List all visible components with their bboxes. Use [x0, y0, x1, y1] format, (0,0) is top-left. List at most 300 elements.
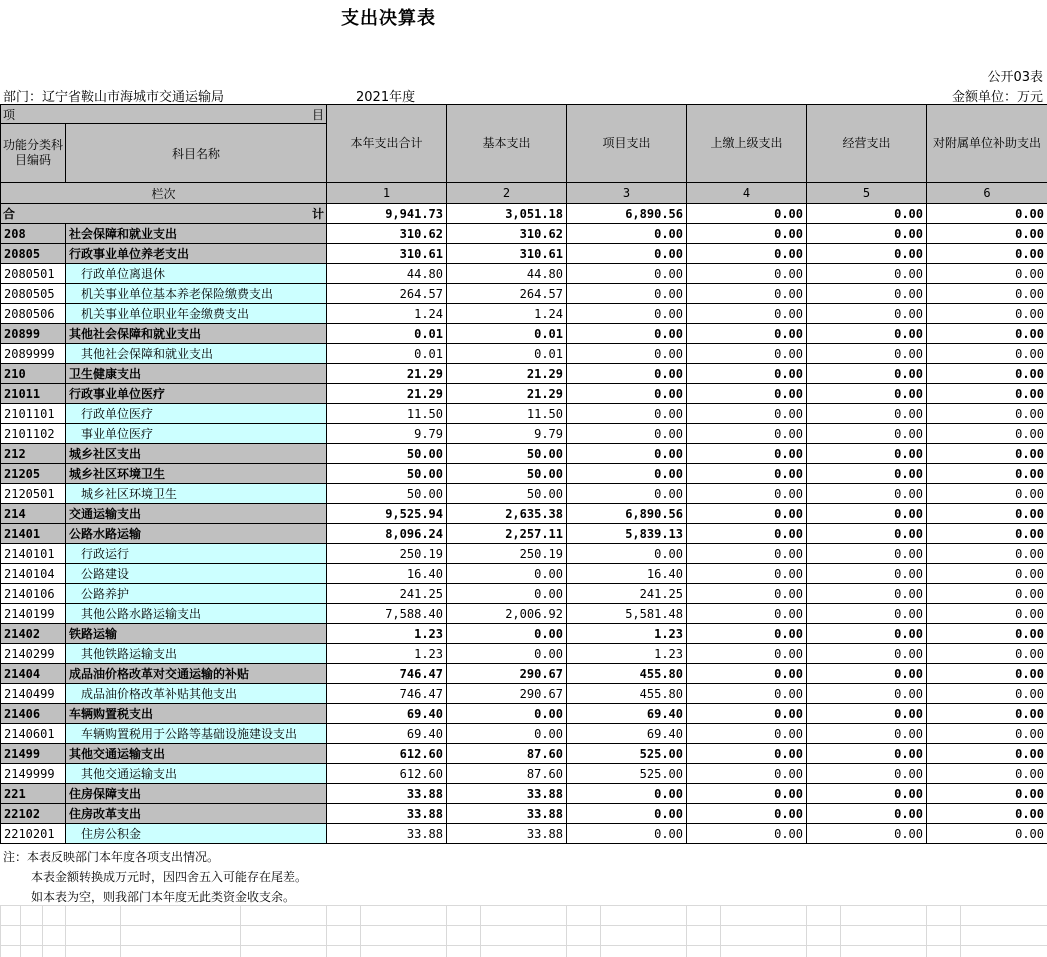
subject-name-header: 科目名称: [66, 124, 327, 183]
table-row: [1, 684, 1047, 704]
row-value: 0.00: [807, 804, 927, 824]
row-value: 0.00: [927, 644, 1047, 664]
row-value: 455.80: [567, 664, 687, 684]
row-value: 50.00: [447, 484, 567, 504]
row-name: [66, 804, 327, 824]
row-value: 0.00: [447, 584, 567, 604]
row-value: 0.00: [687, 804, 807, 824]
row-value: 33.88: [327, 784, 447, 804]
row-value: 0.00: [687, 404, 807, 424]
row-value: 0.00: [927, 244, 1047, 264]
row-value: 5,839.13: [567, 524, 687, 544]
row-value: 21.29: [447, 384, 567, 404]
row-value: 0.00: [927, 784, 1047, 804]
row-value: 0.00: [567, 464, 687, 484]
table-row: [1, 324, 1047, 344]
total-value: 0.00: [927, 204, 1047, 224]
row-name: [66, 724, 327, 744]
row-value: 0.00: [567, 784, 687, 804]
row-value: 0.00: [567, 544, 687, 564]
row-value: 310.62: [327, 224, 447, 244]
row-value: 1.23: [327, 644, 447, 664]
row-value: 5,581.48: [567, 604, 687, 624]
row-name: [66, 824, 327, 844]
row-value: 21.29: [327, 384, 447, 404]
row-value: 50.00: [447, 444, 567, 464]
table-row: [1, 344, 1047, 364]
row-name-text: 住房保障支出: [69, 787, 142, 801]
row-value: 0.00: [567, 444, 687, 464]
row-value: 6,890.56: [567, 504, 687, 524]
row-code: 214: [1, 504, 66, 524]
row-value: 0.00: [567, 384, 687, 404]
row-name-text: 行政事业单位养老支出: [69, 247, 190, 261]
page-title: 支出决算表: [341, 8, 436, 29]
row-value: 0.00: [567, 264, 687, 284]
row-value: 0.00: [927, 604, 1047, 624]
table-row: [1, 664, 1047, 684]
row-name-text: 其他公路水路运输支出: [81, 607, 202, 621]
row-value: 33.88: [327, 824, 447, 844]
row-name-text: 其他社会保障和就业支出: [81, 347, 214, 361]
row-value: 0.00: [807, 324, 927, 344]
table-row: [1, 804, 1047, 824]
amount-unit: 金额单位：万元: [951, 90, 1043, 105]
note-line: 如本表为空，则我部门本年度无此类资金收支余。: [31, 890, 296, 904]
table-row: [1, 504, 1047, 524]
table-row: [1, 544, 1047, 564]
row-value: 21.29: [327, 364, 447, 384]
table-row: [1, 284, 1047, 304]
table-row: [1, 464, 1047, 484]
row-name: [66, 444, 327, 464]
row-value: 0.00: [807, 624, 927, 644]
row-value: 0.00: [927, 224, 1047, 244]
row-name: [66, 784, 327, 804]
col-subsidy-header: 对附属单位补助支出: [927, 105, 1047, 183]
total-label-left: 合: [3, 207, 16, 221]
row-name-text: 车辆购置税支出: [69, 707, 154, 721]
row-value: 250.19: [327, 544, 447, 564]
index-cell: 5: [807, 183, 927, 204]
row-code: 2140106: [1, 584, 66, 604]
index-cell: 6: [927, 183, 1047, 204]
index-cell: 4: [687, 183, 807, 204]
row-value: 0.00: [807, 744, 927, 764]
row-value: 455.80: [567, 684, 687, 704]
row-name-text: 城乡社区环境卫生: [81, 487, 178, 501]
row-code: 2140199: [1, 604, 66, 624]
row-value: 0.00: [687, 584, 807, 604]
row-value: 0.00: [687, 424, 807, 444]
row-value: 241.25: [327, 584, 447, 604]
row-name-text: 行政单位医疗: [81, 407, 154, 421]
row-name: [66, 484, 327, 504]
row-value: 87.60: [447, 764, 567, 784]
row-value: 0.00: [687, 264, 807, 284]
row-value: 0.00: [807, 604, 927, 624]
row-code: 2101102: [1, 424, 66, 444]
header-row-item: [1, 105, 1047, 124]
row-code: 2089999: [1, 344, 66, 364]
row-name-text: 卫生健康支出: [69, 367, 142, 381]
item-header-cell: [1, 105, 327, 124]
row-value: 0.00: [927, 484, 1047, 504]
row-value: 310.61: [327, 244, 447, 264]
row-name: [66, 464, 327, 484]
row-name: [66, 324, 327, 344]
row-value: 0.00: [807, 444, 927, 464]
row-value: 50.00: [447, 464, 567, 484]
row-value: 0.00: [927, 324, 1047, 344]
row-name: [66, 504, 327, 524]
row-name: [66, 524, 327, 544]
row-name: [66, 364, 327, 384]
row-value: 1.23: [567, 624, 687, 644]
row-value: 0.00: [447, 644, 567, 664]
row-value: 0.00: [927, 804, 1047, 824]
row-value: 0.00: [927, 624, 1047, 644]
table-row: [1, 724, 1047, 744]
row-name: [66, 304, 327, 324]
notes: [3, 847, 307, 907]
row-value: 0.00: [687, 564, 807, 584]
row-code: 21011: [1, 384, 66, 404]
row-value: 50.00: [327, 484, 447, 504]
row-value: 746.47: [327, 684, 447, 704]
table-row: [1, 784, 1047, 804]
row-name-text: 其他交通运输支出: [69, 747, 166, 761]
row-value: 290.67: [447, 684, 567, 704]
row-name-text: 行政事业单位医疗: [69, 387, 166, 401]
row-value: 9,525.94: [327, 504, 447, 524]
row-value: 264.57: [327, 284, 447, 304]
col-total-header: 本年支出合计: [327, 105, 447, 183]
row-value: 0.00: [687, 304, 807, 324]
row-value: 0.00: [567, 404, 687, 424]
func-code-header: 功能分类科目编码: [1, 124, 66, 183]
row-value: 1.24: [327, 304, 447, 324]
empty-sheet-grid: [0, 905, 1047, 957]
table-row: [1, 424, 1047, 444]
row-value: 0.00: [927, 504, 1047, 524]
table-row: [1, 444, 1047, 464]
row-value: 0.00: [447, 564, 567, 584]
row-name-text: 公路养护: [81, 587, 130, 601]
note-line: 本表金额转换成万元时，因四舍五入可能存在尾差。: [31, 870, 308, 884]
row-value: 1.23: [567, 644, 687, 664]
row-name: [66, 744, 327, 764]
row-code: 21205: [1, 464, 66, 484]
row-value: 0.00: [687, 464, 807, 484]
row-name-text: 住房改革支出: [69, 807, 142, 821]
row-value: 0.00: [447, 724, 567, 744]
row-value: 310.62: [447, 224, 567, 244]
row-value: 0.00: [927, 344, 1047, 364]
table-row: [1, 224, 1047, 244]
row-name: [66, 284, 327, 304]
row-value: 33.88: [447, 804, 567, 824]
row-value: 0.00: [687, 224, 807, 244]
row-name-text: 公路水路运输: [69, 527, 142, 541]
row-value: 9.79: [447, 424, 567, 444]
row-value: 0.00: [687, 824, 807, 844]
row-value: 0.00: [687, 764, 807, 784]
col-business-header: 经营支出: [807, 105, 927, 183]
row-value: 0.00: [687, 644, 807, 664]
row-value: 241.25: [567, 584, 687, 604]
row-code: 212: [1, 444, 66, 464]
row-value: 0.00: [567, 364, 687, 384]
row-value: 0.00: [687, 504, 807, 524]
table-row: [1, 244, 1047, 264]
row-value: 0.00: [807, 364, 927, 384]
row-value: 1.24: [447, 304, 567, 324]
row-value: 0.00: [807, 224, 927, 244]
row-value: 0.00: [687, 484, 807, 504]
row-value: 16.40: [327, 564, 447, 584]
row-value: 0.00: [687, 524, 807, 544]
row-index-label: 栏次: [1, 183, 327, 204]
row-code: 2140101: [1, 544, 66, 564]
row-value: 0.00: [567, 324, 687, 344]
row-name-text: 车辆购置税用于公路等基础设施建设支出: [81, 727, 298, 741]
fiscal-year: 2021年度: [356, 90, 416, 105]
item-label: 项: [3, 107, 16, 122]
table-row: [1, 304, 1047, 324]
row-value: 0.00: [927, 404, 1047, 424]
row-value: 0.00: [807, 664, 927, 684]
row-value: 0.00: [807, 464, 927, 484]
row-value: 0.00: [687, 784, 807, 804]
row-name: [66, 584, 327, 604]
row-name-text: 其他铁路运输支出: [81, 647, 178, 661]
row-value: 69.40: [327, 704, 447, 724]
table-row: [1, 484, 1047, 504]
row-name: [66, 344, 327, 364]
row-name: [66, 664, 327, 684]
row-name: [66, 564, 327, 584]
table-row: [1, 624, 1047, 644]
row-code: 2101101: [1, 404, 66, 424]
row-value: 0.00: [567, 224, 687, 244]
row-name-text: 行政单位离退休: [81, 267, 166, 281]
row-value: 9.79: [327, 424, 447, 444]
row-name: [66, 684, 327, 704]
table-row: [1, 604, 1047, 624]
row-value: 0.00: [807, 764, 927, 784]
total-value: 3,051.18: [447, 204, 567, 224]
table-row: [1, 564, 1047, 584]
row-value: 69.40: [567, 704, 687, 724]
row-value: 0.00: [927, 364, 1047, 384]
row-value: 0.01: [447, 344, 567, 364]
total-value: 6,890.56: [567, 204, 687, 224]
row-value: 290.67: [447, 664, 567, 684]
row-value: 7,588.40: [327, 604, 447, 624]
row-code: 20899: [1, 324, 66, 344]
row-value: 264.57: [447, 284, 567, 304]
row-value: 69.40: [567, 724, 687, 744]
row-value: 0.00: [687, 324, 807, 344]
row-name: [66, 404, 327, 424]
row-name: [66, 544, 327, 564]
row-value: 250.19: [447, 544, 567, 564]
row-value: 0.00: [567, 424, 687, 444]
row-value: 0.00: [447, 624, 567, 644]
row-value: 0.00: [807, 564, 927, 584]
row-value: 8,096.24: [327, 524, 447, 544]
row-value: 0.00: [807, 484, 927, 504]
total-label-cell: [1, 204, 327, 224]
row-value: 2,257.11: [447, 524, 567, 544]
row-value: 0.00: [927, 444, 1047, 464]
index-cell: 2: [447, 183, 567, 204]
row-value: 0.00: [927, 284, 1047, 304]
row-value: 87.60: [447, 744, 567, 764]
note-line: 注：本表反映部门本年度各项支出情况。: [3, 850, 220, 864]
index-row: [1, 183, 1047, 204]
row-value: 0.00: [927, 764, 1047, 784]
row-value: 0.00: [927, 684, 1047, 704]
row-code: 2140104: [1, 564, 66, 584]
row-value: 0.00: [807, 244, 927, 264]
row-value: 0.00: [807, 824, 927, 844]
row-value: 0.00: [687, 624, 807, 644]
row-code: 2140299: [1, 644, 66, 664]
row-code: 20805: [1, 244, 66, 264]
row-value: 0.00: [567, 304, 687, 324]
row-name-text: 铁路运输: [69, 627, 118, 641]
total-row: [1, 204, 1047, 224]
row-value: 0.00: [807, 524, 927, 544]
row-value: 0.00: [567, 484, 687, 504]
total-value: 9,941.73: [327, 204, 447, 224]
total-value: 0.00: [687, 204, 807, 224]
row-value: 0.01: [447, 324, 567, 344]
row-name-text: 城乡社区环境卫生: [69, 467, 166, 481]
index-cell: 3: [567, 183, 687, 204]
row-value: 0.00: [567, 804, 687, 824]
row-value: 525.00: [567, 744, 687, 764]
row-value: 746.47: [327, 664, 447, 684]
row-value: 0.00: [807, 404, 927, 424]
row-code: 208: [1, 224, 66, 244]
row-value: 0.00: [927, 724, 1047, 744]
row-value: 33.88: [327, 804, 447, 824]
row-value: 1.23: [327, 624, 447, 644]
row-value: 0.00: [807, 724, 927, 744]
row-value: 16.40: [567, 564, 687, 584]
table-row: [1, 264, 1047, 284]
row-value: 0.00: [687, 684, 807, 704]
table-row: [1, 704, 1047, 724]
row-name-text: 事业单位医疗: [81, 427, 154, 441]
row-value: 0.00: [927, 524, 1047, 544]
row-code: 2210201: [1, 824, 66, 844]
row-value: 612.60: [327, 744, 447, 764]
expenditure-table: [0, 104, 1047, 844]
row-value: 0.00: [687, 284, 807, 304]
row-value: 0.00: [807, 344, 927, 364]
row-name-text: 其他社会保障和就业支出: [69, 327, 202, 341]
row-value: 310.61: [447, 244, 567, 264]
row-value: 0.00: [447, 704, 567, 724]
row-name-text: 成品油价格改革对交通运输的补贴: [69, 667, 250, 681]
row-name: [66, 644, 327, 664]
table-row: [1, 384, 1047, 404]
row-name-text: 公路建设: [81, 567, 130, 581]
row-value: 0.00: [687, 744, 807, 764]
table-row: [1, 404, 1047, 424]
total-label-right: 计: [311, 207, 324, 221]
row-value: 0.00: [567, 824, 687, 844]
row-code: 2140601: [1, 724, 66, 744]
row-code: 22102: [1, 804, 66, 824]
table-row: [1, 364, 1047, 384]
row-value: 0.00: [687, 384, 807, 404]
index-cell: 1: [327, 183, 447, 204]
row-value: 0.00: [927, 464, 1047, 484]
row-value: 0.00: [687, 344, 807, 364]
row-value: 11.50: [327, 404, 447, 424]
row-value: 0.00: [807, 264, 927, 284]
row-name: [66, 764, 327, 784]
item-right-label: 目: [311, 107, 324, 122]
row-code: 221: [1, 784, 66, 804]
col-upper-header: 上缴上级支出: [687, 105, 807, 183]
row-name: [66, 624, 327, 644]
row-value: 33.88: [447, 784, 567, 804]
row-code: 2140499: [1, 684, 66, 704]
row-name: [66, 704, 327, 724]
row-code: 2120501: [1, 484, 66, 504]
row-name-text: 机关事业单位基本养老保险缴费支出: [81, 287, 274, 301]
row-value: 0.01: [327, 324, 447, 344]
row-code: 21406: [1, 704, 66, 724]
row-value: 0.00: [807, 644, 927, 664]
row-code: 2080505: [1, 284, 66, 304]
row-value: 0.00: [687, 704, 807, 724]
row-name: [66, 264, 327, 284]
row-value: 50.00: [327, 444, 447, 464]
row-value: 0.00: [567, 244, 687, 264]
row-value: 0.00: [687, 444, 807, 464]
row-value: 0.00: [567, 344, 687, 364]
col-project-header: 项目支出: [567, 105, 687, 183]
row-code: 21402: [1, 624, 66, 644]
row-value: 525.00: [567, 764, 687, 784]
row-code: 2080501: [1, 264, 66, 284]
row-code: 210: [1, 364, 66, 384]
table-row: [1, 764, 1047, 784]
row-code: 21404: [1, 664, 66, 684]
row-value: 0.00: [927, 744, 1047, 764]
form-code: 公开03表: [987, 70, 1043, 85]
row-value: 0.00: [687, 244, 807, 264]
row-value: 0.00: [807, 544, 927, 564]
row-value: 0.00: [927, 564, 1047, 584]
row-name: [66, 224, 327, 244]
table-row: [1, 744, 1047, 764]
row-name-text: 社会保障和就业支出: [69, 227, 178, 241]
row-value: 0.00: [927, 664, 1047, 684]
table-row: [1, 644, 1047, 664]
row-value: 21.29: [447, 364, 567, 384]
row-name-text: 住房公积金: [81, 827, 142, 841]
row-value: 0.00: [927, 304, 1047, 324]
row-value: 0.01: [327, 344, 447, 364]
